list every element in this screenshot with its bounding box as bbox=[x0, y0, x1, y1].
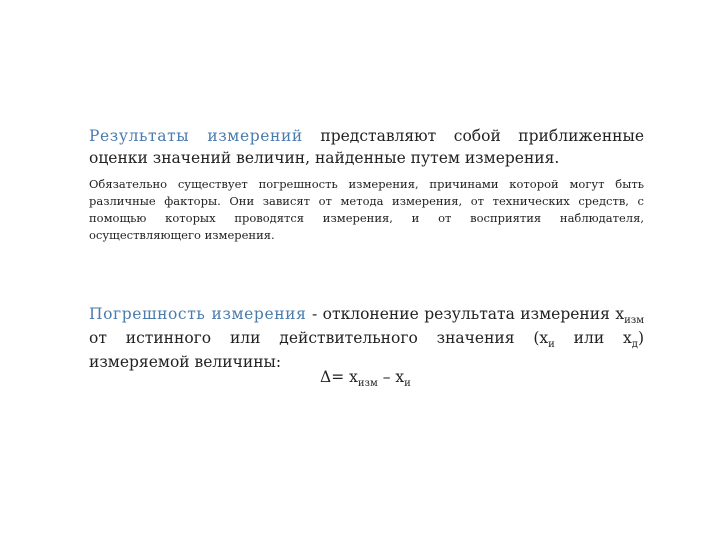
subscript-true: и bbox=[548, 339, 555, 351]
formula-subscript-measured: изм bbox=[357, 378, 378, 390]
variable-x-measured: x bbox=[615, 305, 625, 323]
formula-lhs: Δ= x bbox=[320, 368, 358, 386]
definition-error-paragraph bbox=[89, 302, 644, 374]
definition-results-paragraph bbox=[89, 125, 644, 169]
definition-results-text: представляют собой приближенные оценки значений величин, найденные путем измерения. bbox=[89, 127, 645, 167]
definition-error-text-2: от истинного или действительного значения (x bbox=[89, 329, 549, 347]
term-measurement-results: Результаты измерений bbox=[89, 127, 303, 145]
error-causes-paragraph: Обязательно существует погрешность измерения, причинами которой могут быть различные факторы. Они зависят от метода измерения, от технических средств, с помощью которых проводятся измерения, и от восприятия наблюдателя, осуществляющего измерения. bbox=[89, 177, 644, 242]
definition-error-text-4: ) измеряемой величины: bbox=[89, 329, 644, 371]
error-formula bbox=[320, 366, 411, 388]
term-measurement-error: Погрешность измерения bbox=[89, 305, 307, 323]
definition-error-text-3: или x bbox=[554, 329, 632, 347]
formula-subscript-true: и bbox=[404, 378, 411, 390]
subscript-actual: д bbox=[631, 339, 638, 351]
definition-error-text-1: - отклонение результата измерения bbox=[306, 305, 616, 323]
subscript-measured: изм bbox=[624, 315, 644, 327]
formula-operator: – x bbox=[377, 368, 405, 386]
